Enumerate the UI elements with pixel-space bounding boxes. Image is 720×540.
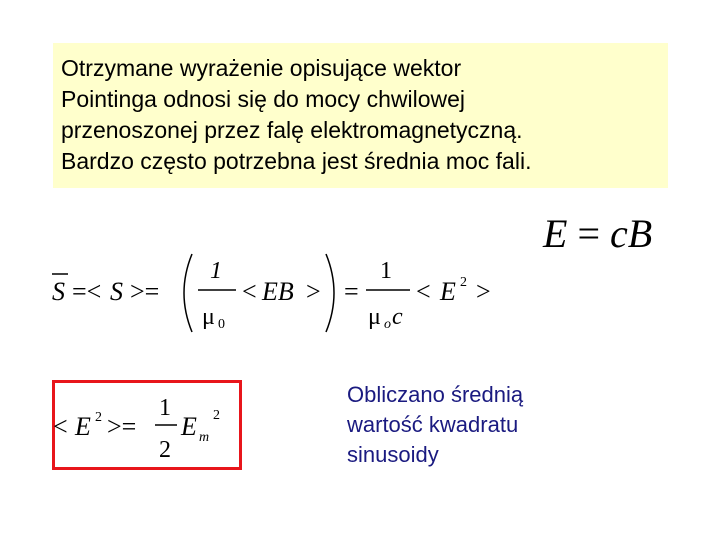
svg-text:1: 1	[380, 258, 392, 284]
intro-line-1: Otrzymane wyrażenie opisujące wektor	[61, 55, 462, 81]
svg-text:2: 2	[213, 408, 220, 423]
intro-line-3: przenoszonej przez falę elektromagnetyczną.	[61, 117, 523, 143]
mean-square-highlight-box	[52, 380, 242, 470]
side-note-line-1: Obliczano średnią	[347, 382, 524, 407]
svg-text:m: m	[199, 430, 210, 445]
svg-text:<: <	[53, 412, 68, 441]
svg-text:2: 2	[159, 437, 171, 463]
equation-mean-square	[55, 383, 239, 467]
svg-text:μ: μ	[202, 304, 215, 330]
svg-text:0: 0	[218, 317, 225, 332]
svg-text:1: 1	[210, 258, 222, 284]
equation-e-equals-cb: E = cB	[543, 211, 653, 256]
side-note-line-2: wartość kwadratu	[347, 412, 519, 437]
equation-mean-poynting-graphic	[48, 248, 508, 338]
svg-text:o: o	[384, 317, 391, 332]
svg-text:E: E	[440, 277, 456, 306]
svg-text:<: <	[242, 277, 257, 306]
equation-mean-poynting	[48, 248, 508, 338]
svg-text:2: 2	[95, 410, 102, 425]
side-note-line-3: sinusoidy	[347, 442, 439, 467]
svg-text:=: =	[344, 277, 359, 306]
intro-line-2: Pointinga odnosi się do mocy chwilowej	[61, 86, 465, 112]
svg-text:c: c	[392, 304, 403, 330]
svg-text:>: >	[476, 277, 491, 306]
svg-text:2: 2	[460, 275, 467, 290]
svg-text:>: >	[306, 277, 321, 306]
intro-line-4: Bardzo często potrzebna jest średnia moc fali.	[61, 148, 532, 174]
svg-text:=<: =<	[72, 277, 102, 306]
svg-text:>=: >=	[107, 412, 137, 441]
side-note	[347, 380, 627, 470]
svg-text:E: E	[181, 412, 197, 441]
svg-text:<: <	[416, 277, 431, 306]
svg-text:S: S	[110, 277, 123, 306]
svg-text:S: S	[52, 277, 65, 306]
svg-text:1: 1	[159, 395, 171, 421]
svg-text:E: E	[75, 412, 91, 441]
svg-text:μ: μ	[368, 304, 381, 330]
svg-text:>=: >=	[130, 277, 160, 306]
intro-text-box	[53, 43, 668, 188]
svg-text:EB: EB	[262, 277, 294, 306]
